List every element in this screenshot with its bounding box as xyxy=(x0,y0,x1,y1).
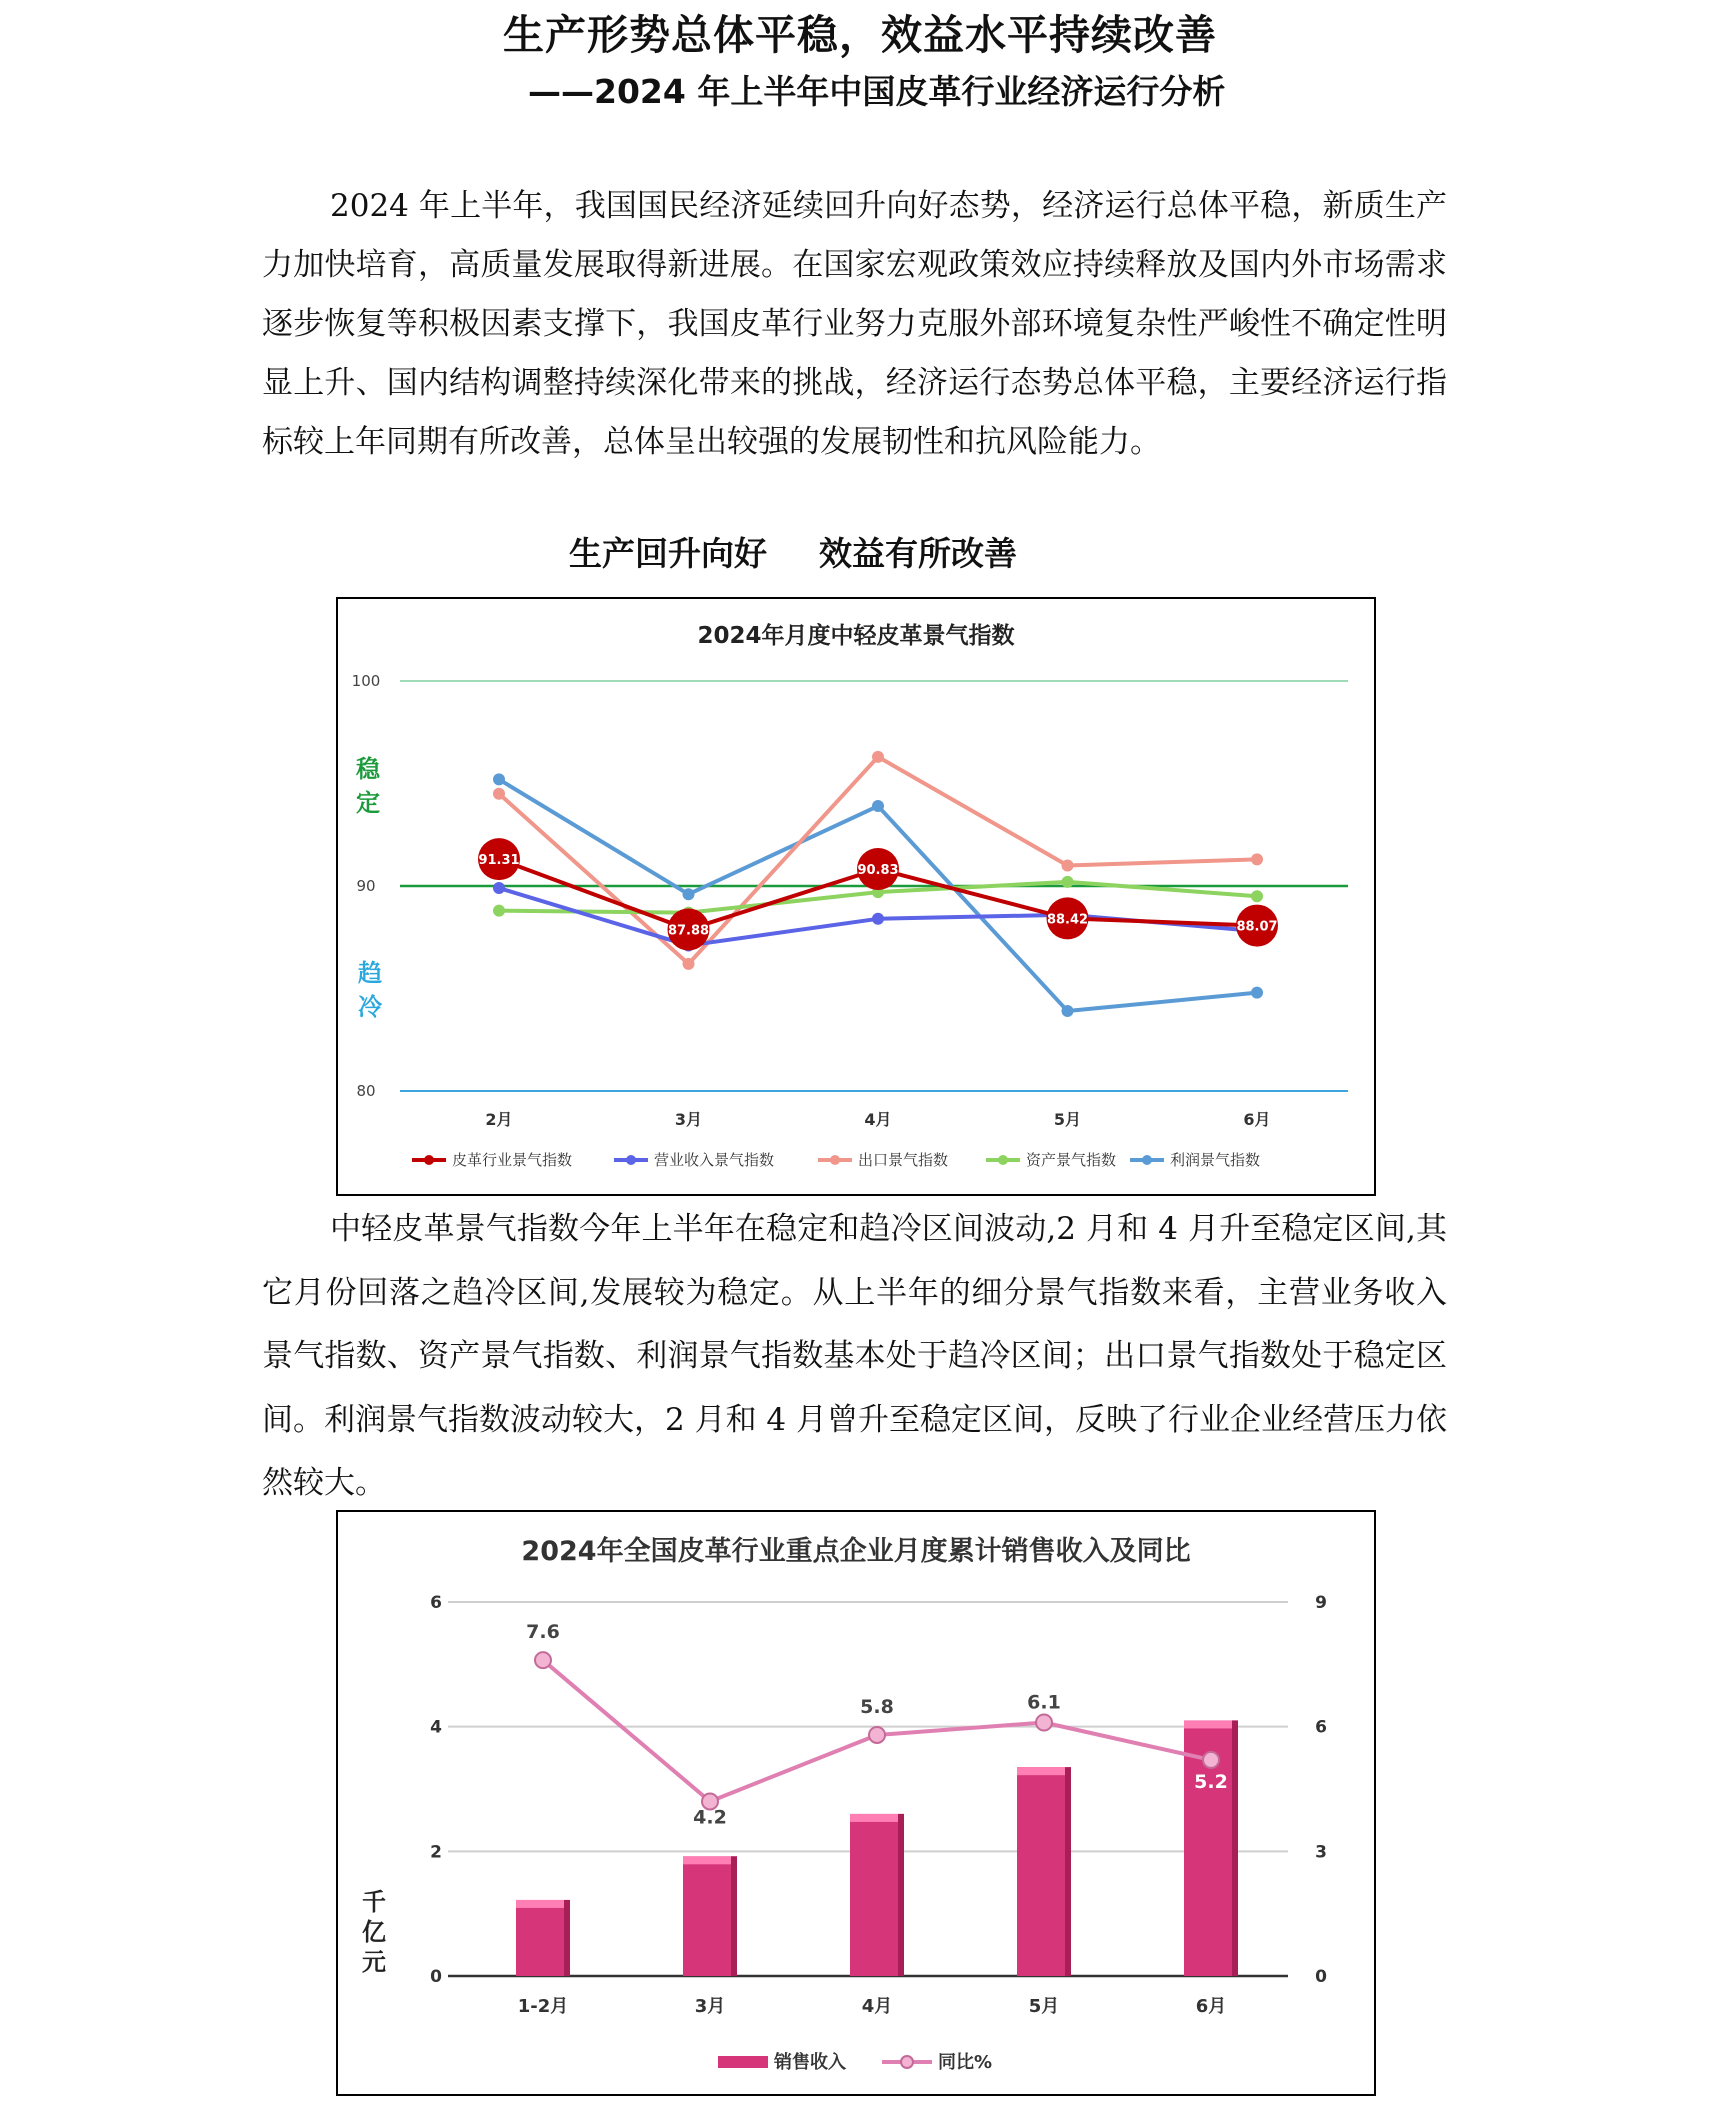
data-label: 88.42 xyxy=(1046,912,1089,928)
bar-edge xyxy=(731,1856,737,1976)
x-tick-label: 5月 xyxy=(1053,1110,1082,1129)
data-point-2 xyxy=(683,958,695,970)
yoy-point xyxy=(535,1652,551,1668)
data-point-1 xyxy=(872,913,884,925)
data-label: 87.88 xyxy=(667,923,710,939)
legend-swatch-marker xyxy=(1142,1155,1152,1165)
x-tick-label: 6月 xyxy=(1243,1110,1271,1129)
y-tick-label: 0 xyxy=(430,1967,442,1987)
sales-revenue-chart xyxy=(336,1510,1376,2096)
x-tick-label: 4月 xyxy=(864,1110,892,1129)
y2-tick-label: 3 xyxy=(1315,1842,1327,1863)
bar-top xyxy=(683,1856,737,1864)
zone-label-stable: 稳 xyxy=(356,755,380,783)
legend-label: 营业收入景气指数 xyxy=(654,1151,775,1169)
section-heading-part-2: 效益有所改善 xyxy=(819,534,1017,573)
sales-revenue-svg xyxy=(338,1512,1374,2094)
page-title: 生产形势总体平稳，效益水平持续改善 xyxy=(503,11,1217,59)
zone-label-cold: 冷 xyxy=(358,993,382,1021)
y-tick-label: 4 xyxy=(430,1717,442,1738)
bar-edge xyxy=(1232,1720,1238,1976)
y-tick-label: 2 xyxy=(430,1842,442,1863)
chart-title: 2024年月度中轻皮革景气指数 xyxy=(697,623,1015,649)
bar-group xyxy=(850,1814,904,1976)
bar xyxy=(683,1856,737,1976)
section-heading xyxy=(0,528,1586,575)
legend-swatch-bar xyxy=(718,2056,768,2068)
intro-paragraph: 2024 年上半年，我国国民经济延续回升向好态势，经济运行总体平稳，新质生产力加快培育，高质量发展取得新进展。在国家宏观政策效应持续释放及国内外市场需求逐步恢复等积极因素支撑下，我国皮革行业努力克服外部环境复杂性严峻性不确定性明显上升、国内结构调整持续深化带来的挑战，经济运行态势总体平稳，主要经济运行指标较上年同期有所改善，总体呈出较强的发展韧性和抗风险能力。 xyxy=(262,188,1447,460)
x-tick-label: 3月 xyxy=(674,1110,703,1129)
legend-item xyxy=(818,1151,948,1169)
legend-item xyxy=(718,2051,846,2073)
data-label: 88.07 xyxy=(1236,919,1278,935)
y2-tick-label: 9 xyxy=(1315,1593,1327,1613)
climate-index-svg xyxy=(338,599,1374,1194)
y-axis-label: 元 xyxy=(362,1948,386,1976)
legend-item xyxy=(412,1151,572,1169)
legend-swatch-marker xyxy=(901,2056,913,2068)
y-tick-label: 100 xyxy=(351,672,381,690)
yoy-point xyxy=(1203,1752,1219,1768)
bar xyxy=(1017,1767,1071,1976)
legend-label: 资产景气指数 xyxy=(1026,1151,1117,1169)
x-tick-label: 3月 xyxy=(694,1996,726,2017)
zone-label-cold: 趋 xyxy=(358,959,382,987)
x-tick-label: 5月 xyxy=(1028,1996,1060,2017)
x-tick-label: 4月 xyxy=(861,1996,893,2017)
bar-top xyxy=(1017,1767,1071,1775)
yoy-point xyxy=(1036,1715,1052,1731)
legend-label: 同比% xyxy=(938,2052,993,2073)
zone-label-stable: 定 xyxy=(356,789,380,817)
data-point-3 xyxy=(1062,876,1074,888)
bar-group xyxy=(1017,1767,1071,1976)
y2-tick-label: 0 xyxy=(1315,1967,1327,1987)
legend-label: 出口景气指数 xyxy=(858,1151,949,1169)
legend-item xyxy=(614,1151,774,1169)
bar-top xyxy=(516,1900,570,1908)
analysis-paragraph: 中轻皮革景气指数今年上半年在稳定和趋冷区间波动,2 月和 4 月升至稳定区间,其它月份回落之趋冷区间,发展较为稳定。从上半年的细分景气指数来看，主营业务收入景气指数、资产景气指数、利润景气指数基本处于趋冷区间；出口景气指数处于稳定区间。利润景气指数波动较大，2 月和 4 月曾升至稳定区间，反映了行业企业经营压力依然较大。 xyxy=(262,1211,1448,1501)
bar-top xyxy=(850,1814,904,1822)
legend-item xyxy=(986,1151,1116,1169)
data-point-2 xyxy=(1062,860,1074,872)
data-point-2 xyxy=(872,751,884,763)
legend-item xyxy=(1130,1151,1260,1169)
legend-swatch-marker xyxy=(424,1155,434,1165)
bar xyxy=(850,1814,904,1976)
y-tick-label: 80 xyxy=(356,1082,376,1100)
data-point-4 xyxy=(683,888,695,900)
data-point-4 xyxy=(493,773,505,785)
legend-swatch-marker xyxy=(830,1155,840,1165)
legend-label: 皮革行业景气指数 xyxy=(452,1151,573,1169)
leather-climate-index-chart xyxy=(336,597,1376,1196)
x-tick-label: 6月 xyxy=(1195,1996,1227,2017)
bar-edge xyxy=(898,1814,904,1976)
data-point-4 xyxy=(1251,987,1263,999)
bar-group xyxy=(683,1856,737,1976)
x-tick-label: 1-2月 xyxy=(517,1996,569,2017)
bar-top xyxy=(1184,1720,1238,1728)
data-point-3 xyxy=(1251,890,1263,902)
yoy-data-label: 4.2 xyxy=(693,1806,727,1829)
data-point-4 xyxy=(872,800,884,812)
legend-label: 销售收入 xyxy=(774,2052,846,2073)
data-point-1 xyxy=(493,882,505,894)
data-point-2 xyxy=(1251,853,1263,865)
yoy-data-label: 6.1 xyxy=(1027,1691,1061,1714)
yoy-data-label: 7.6 xyxy=(526,1621,560,1644)
data-point-3 xyxy=(493,905,505,917)
y2-tick-label: 6 xyxy=(1315,1717,1327,1738)
legend-swatch-marker xyxy=(998,1155,1008,1165)
section-heading-part-1: 生产回升向好 xyxy=(569,534,767,573)
legend-item xyxy=(882,2051,992,2073)
y-axis-label: 亿 xyxy=(362,1918,386,1946)
yoy-point xyxy=(869,1727,885,1743)
y-tick-label: 6 xyxy=(430,1593,442,1613)
legend-label: 利润景气指数 xyxy=(1170,1151,1261,1169)
y-tick-label: 90 xyxy=(356,877,376,895)
legend-swatch-marker xyxy=(626,1155,636,1165)
bar-edge xyxy=(1065,1767,1071,1976)
bar-group xyxy=(516,1900,570,1976)
page-subtitle: ——2024 年上半年中国皮革行业经济运行分析 xyxy=(528,72,1226,111)
bar-edge xyxy=(564,1900,570,1976)
data-point-4 xyxy=(1062,1005,1074,1017)
x-tick-label: 2月 xyxy=(485,1110,513,1129)
yoy-data-label: 5.2 xyxy=(1194,1770,1228,1793)
y-axis-label: 千 xyxy=(362,1888,386,1916)
chart-title: 2024年全国皮革行业重点企业月度累计销售收入及同比 xyxy=(521,1536,1191,1567)
data-label: 90.83 xyxy=(857,862,899,878)
bar xyxy=(516,1900,570,1976)
data-label: 91.31 xyxy=(478,853,520,869)
data-point-2 xyxy=(493,788,505,800)
yoy-data-label: 5.8 xyxy=(860,1695,894,1718)
